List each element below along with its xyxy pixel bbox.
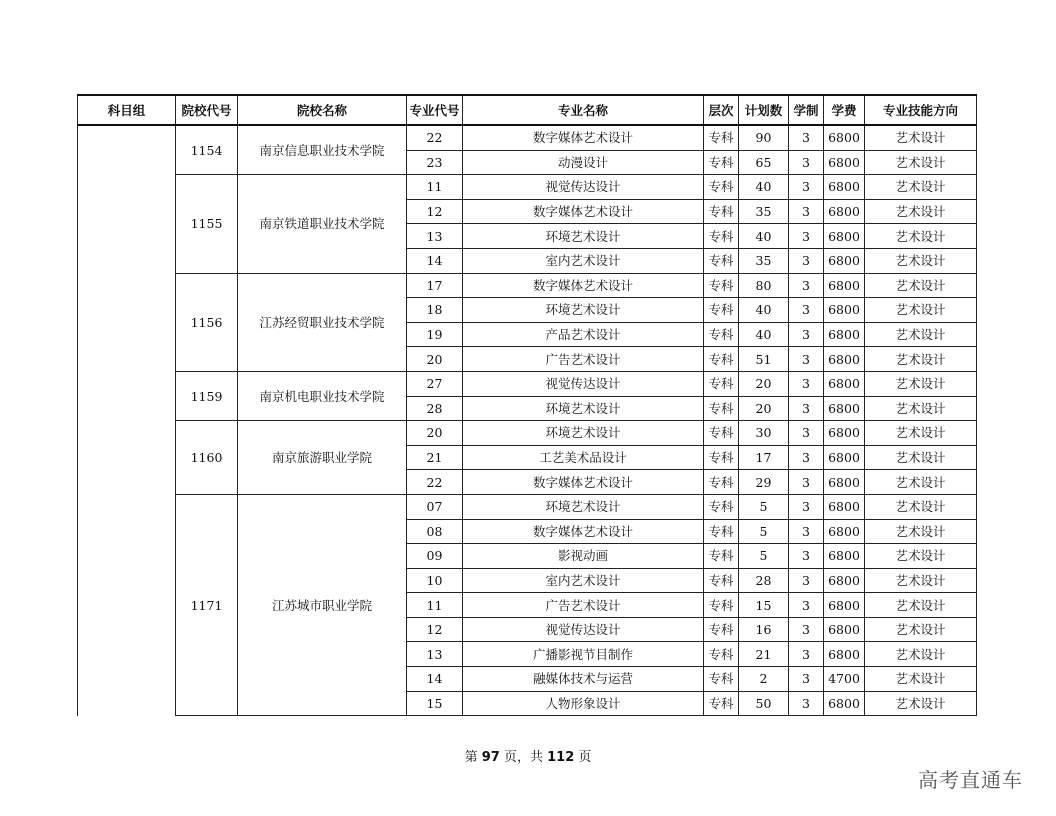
direction-cell: 艺术设计 [865,519,977,544]
major-code-cell: 27 [407,371,463,396]
plan-count-cell: 16 [739,617,789,642]
tuition-cell: 6800 [824,470,865,495]
major-code-cell: 22 [407,470,463,495]
level-cell: 专科 [704,494,739,519]
direction-cell: 艺术设计 [865,298,977,323]
tuition-cell: 6800 [824,224,865,249]
major-name-cell: 数字媒体艺术设计 [463,519,704,544]
plan-count-cell: 35 [739,248,789,273]
tuition-cell: 6800 [824,273,865,298]
major-code-cell: 12 [407,199,463,224]
tuition-cell: 6800 [824,396,865,421]
level-cell: 专科 [704,519,739,544]
plan-count-cell: 90 [739,125,789,150]
major-name-cell: 广播影视节目制作 [463,642,704,667]
direction-cell: 艺术设计 [865,224,977,249]
header-years: 学制 [789,95,824,125]
watermark-logo: 高考直通车 [918,768,1023,792]
table-row [78,421,977,446]
tuition-cell: 6800 [824,248,865,273]
direction-cell: 艺术设计 [865,593,977,618]
tuition-cell: 6800 [824,199,865,224]
tuition-cell: 6800 [824,421,865,446]
major-code-cell: 14 [407,667,463,692]
tuition-cell: 6800 [824,691,865,716]
total-pages: 112 [547,750,575,765]
tuition-cell: 6800 [824,617,865,642]
years-cell: 3 [789,470,824,495]
table-body [78,125,977,716]
major-code-cell: 28 [407,396,463,421]
school-name-cell: 南京旅游职业学院 [238,421,407,495]
plan-count-cell: 40 [739,298,789,323]
direction-cell: 艺术设计 [865,371,977,396]
direction-cell: 艺术设计 [865,421,977,446]
level-cell: 专科 [704,667,739,692]
footer-suffix: 页 [578,750,592,765]
major-name-cell: 工艺美术品设计 [463,445,704,470]
plan-count-cell: 28 [739,568,789,593]
plan-count-cell: 80 [739,273,789,298]
tuition-cell: 6800 [824,593,865,618]
direction-cell: 艺术设计 [865,568,977,593]
direction-cell: 艺术设计 [865,150,977,175]
years-cell: 3 [789,224,824,249]
major-code-cell: 12 [407,617,463,642]
subject-group-cell [78,125,176,716]
years-cell: 3 [789,125,824,150]
plan-count-cell: 29 [739,470,789,495]
major-code-cell: 15 [407,691,463,716]
plan-count-cell: 5 [739,519,789,544]
plan-count-cell: 50 [739,691,789,716]
header-school-code: 院校代号 [176,95,238,125]
level-cell: 专科 [704,199,739,224]
direction-cell: 艺术设计 [865,667,977,692]
major-name-cell: 环境艺术设计 [463,494,704,519]
major-name-cell: 视觉传达设计 [463,175,704,200]
major-code-cell: 20 [407,421,463,446]
table-row [78,175,977,200]
tuition-cell: 6800 [824,568,865,593]
plan-count-cell: 40 [739,322,789,347]
years-cell: 3 [789,568,824,593]
school-name-cell: 南京机电职业技术学院 [238,371,407,420]
level-cell: 专科 [704,544,739,569]
level-cell: 专科 [704,273,739,298]
major-name-cell: 环境艺术设计 [463,421,704,446]
major-code-cell: 23 [407,150,463,175]
plan-count-cell: 17 [739,445,789,470]
tuition-cell: 6800 [824,322,865,347]
level-cell: 专科 [704,347,739,372]
direction-cell: 艺术设计 [865,248,977,273]
direction-cell: 艺术设计 [865,396,977,421]
school-code-cell: 1155 [176,175,238,273]
school-code-cell: 1160 [176,421,238,495]
plan-count-cell: 51 [739,347,789,372]
major-code-cell: 13 [407,224,463,249]
years-cell: 3 [789,667,824,692]
major-name-cell: 人物形象设计 [463,691,704,716]
direction-cell: 艺术设计 [865,175,977,200]
table-row [78,125,977,150]
major-name-cell: 视觉传达设计 [463,617,704,642]
school-name-cell: 江苏经贸职业技术学院 [238,273,407,371]
level-cell: 专科 [704,371,739,396]
enrollment-table [77,94,977,716]
tuition-cell: 6800 [824,175,865,200]
level-cell: 专科 [704,248,739,273]
table-row [78,494,977,519]
major-name-cell: 动漫设计 [463,150,704,175]
direction-cell: 艺术设计 [865,322,977,347]
major-name-cell: 环境艺术设计 [463,298,704,323]
major-name-cell: 环境艺术设计 [463,224,704,249]
plan-count-cell: 65 [739,150,789,175]
major-name-cell: 产品艺术设计 [463,322,704,347]
direction-cell: 艺术设计 [865,199,977,224]
years-cell: 3 [789,519,824,544]
years-cell: 3 [789,396,824,421]
major-name-cell: 数字媒体艺术设计 [463,273,704,298]
years-cell: 3 [789,175,824,200]
level-cell: 专科 [704,470,739,495]
major-name-cell: 室内艺术设计 [463,568,704,593]
major-code-cell: 21 [407,445,463,470]
tuition-cell: 6800 [824,544,865,569]
major-name-cell: 广告艺术设计 [463,347,704,372]
major-code-cell: 07 [407,494,463,519]
major-code-cell: 10 [407,568,463,593]
plan-count-cell: 20 [739,396,789,421]
level-cell: 专科 [704,568,739,593]
plan-count-cell: 5 [739,494,789,519]
plan-count-cell: 2 [739,667,789,692]
tuition-cell: 6800 [824,519,865,544]
years-cell: 3 [789,371,824,396]
header-major-name: 专业名称 [463,95,704,125]
direction-cell: 艺术设计 [865,445,977,470]
years-cell: 3 [789,691,824,716]
major-code-cell: 09 [407,544,463,569]
major-code-cell: 08 [407,519,463,544]
plan-count-cell: 35 [739,199,789,224]
plan-count-cell: 20 [739,371,789,396]
header-level: 层次 [704,95,739,125]
years-cell: 3 [789,494,824,519]
direction-cell: 艺术设计 [865,691,977,716]
header-major-code: 专业代号 [407,95,463,125]
direction-cell: 艺术设计 [865,494,977,519]
major-code-cell: 22 [407,125,463,150]
level-cell: 专科 [704,322,739,347]
major-name-cell: 数字媒体艺术设计 [463,125,704,150]
major-code-cell: 18 [407,298,463,323]
table-row [78,371,977,396]
direction-cell: 艺术设计 [865,544,977,569]
plan-count-cell: 40 [739,175,789,200]
level-cell: 专科 [704,642,739,667]
level-cell: 专科 [704,445,739,470]
major-code-cell: 11 [407,593,463,618]
tuition-cell: 6800 [824,642,865,667]
years-cell: 3 [789,421,824,446]
major-code-cell: 17 [407,273,463,298]
major-code-cell: 20 [407,347,463,372]
plan-count-cell: 30 [739,421,789,446]
level-cell: 专科 [704,175,739,200]
page-footer [0,746,1056,765]
years-cell: 3 [789,617,824,642]
level-cell: 专科 [704,421,739,446]
footer-mid: 页，共 [503,750,543,765]
level-cell: 专科 [704,125,739,150]
level-cell: 专科 [704,298,739,323]
years-cell: 3 [789,248,824,273]
major-name-cell: 视觉传达设计 [463,371,704,396]
plan-count-cell: 5 [739,544,789,569]
major-name-cell: 室内艺术设计 [463,248,704,273]
level-cell: 专科 [704,224,739,249]
major-code-cell: 19 [407,322,463,347]
school-name-cell: 江苏城市职业学院 [238,494,407,715]
table-header-row [78,95,977,125]
direction-cell: 艺术设计 [865,273,977,298]
major-name-cell: 数字媒体艺术设计 [463,470,704,495]
header-plan-count: 计划数 [739,95,789,125]
plan-count-cell: 21 [739,642,789,667]
table-row [78,273,977,298]
plan-count-cell: 40 [739,224,789,249]
school-name-cell: 南京信息职业技术学院 [238,125,407,175]
school-code-cell: 1159 [176,371,238,420]
tuition-cell: 6800 [824,494,865,519]
direction-cell: 艺术设计 [865,470,977,495]
major-name-cell: 环境艺术设计 [463,396,704,421]
footer-prefix: 第 [464,750,478,765]
direction-cell: 艺术设计 [865,347,977,372]
header-direction: 专业技能方向 [865,95,977,125]
direction-cell: 艺术设计 [865,125,977,150]
direction-cell: 艺术设计 [865,642,977,667]
school-code-cell: 1154 [176,125,238,175]
level-cell: 专科 [704,617,739,642]
years-cell: 3 [789,347,824,372]
years-cell: 3 [789,642,824,667]
years-cell: 3 [789,445,824,470]
major-name-cell: 融媒体技术与运营 [463,667,704,692]
tuition-cell: 6800 [824,347,865,372]
years-cell: 3 [789,322,824,347]
header-school-name: 院校名称 [238,95,407,125]
major-name-cell: 数字媒体艺术设计 [463,199,704,224]
header-tuition: 学费 [824,95,865,125]
school-code-cell: 1171 [176,494,238,715]
direction-cell: 艺术设计 [865,617,977,642]
header-subject-group: 科目组 [78,95,176,125]
page-number: 97 [481,750,500,765]
years-cell: 3 [789,150,824,175]
years-cell: 3 [789,273,824,298]
years-cell: 3 [789,593,824,618]
years-cell: 3 [789,199,824,224]
level-cell: 专科 [704,396,739,421]
major-code-cell: 11 [407,175,463,200]
tuition-cell: 4700 [824,667,865,692]
major-name-cell: 广告艺术设计 [463,593,704,618]
school-name-cell: 南京铁道职业技术学院 [238,175,407,273]
level-cell: 专科 [704,150,739,175]
school-code-cell: 1156 [176,273,238,371]
tuition-cell: 6800 [824,371,865,396]
tuition-cell: 6800 [824,298,865,323]
major-name-cell: 影视动画 [463,544,704,569]
years-cell: 3 [789,298,824,323]
tuition-cell: 6800 [824,445,865,470]
tuition-cell: 6800 [824,150,865,175]
level-cell: 专科 [704,593,739,618]
years-cell: 3 [789,544,824,569]
major-code-cell: 14 [407,248,463,273]
major-code-cell: 13 [407,642,463,667]
tuition-cell: 6800 [824,125,865,150]
plan-count-cell: 15 [739,593,789,618]
level-cell: 专科 [704,691,739,716]
